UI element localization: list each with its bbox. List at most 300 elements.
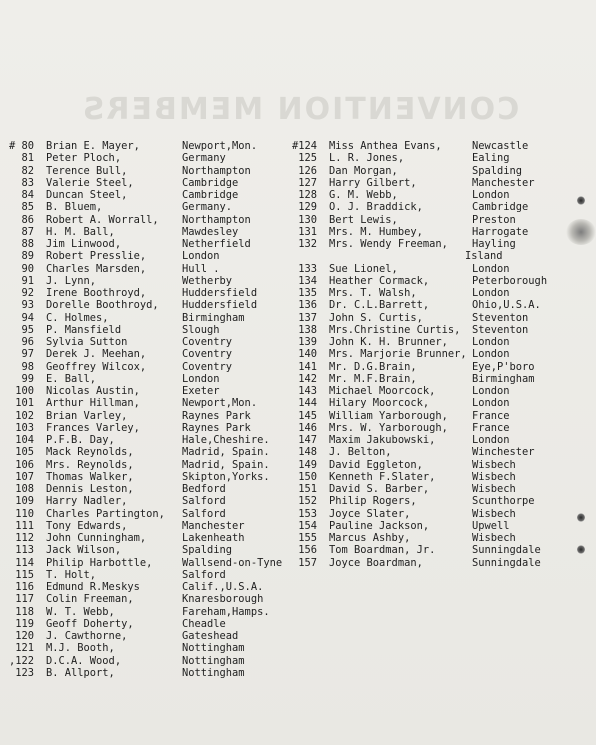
member-name: John K. H. Brunner, <box>329 336 448 348</box>
member-place: Gateshead <box>182 630 239 642</box>
member-number: 98 <box>21 360 34 373</box>
member-place: Nottingham <box>182 654 245 667</box>
member-row <box>4 520 290 532</box>
member-row <box>4 140 290 152</box>
member-number: 136 <box>298 299 317 312</box>
member-number: 147 <box>298 434 317 446</box>
member-row <box>4 655 290 667</box>
member-row <box>4 275 290 287</box>
member-name: B. Bluem, <box>46 201 103 214</box>
member-number: 117 <box>15 593 34 606</box>
member-name: Robert Presslie, <box>46 250 147 263</box>
member-name: M.J. Booth, <box>46 642 115 655</box>
member-place: Winchester <box>472 446 535 459</box>
member-name: Peter Ploch, <box>46 152 122 165</box>
member-row <box>286 434 592 446</box>
member-number: 108 <box>15 483 34 495</box>
member-place: Wetherby <box>182 274 233 287</box>
member-row <box>286 508 592 520</box>
member-number: 97 <box>21 348 34 361</box>
member-row <box>286 471 592 483</box>
member-name: C. Holmes, <box>46 311 109 324</box>
member-row <box>4 312 290 324</box>
member-place: Wisbech <box>472 470 516 483</box>
member-number: 149 <box>298 458 317 471</box>
member-row <box>286 348 592 360</box>
member-place-continuation: Island <box>465 250 503 263</box>
member-name: Marcus Ashby, <box>329 532 411 544</box>
member-number: 118 <box>15 605 34 618</box>
member-row <box>286 422 592 434</box>
member-name: Bert Lewis, <box>329 213 398 226</box>
member-place: London <box>472 397 510 410</box>
member-place: Cambridge <box>182 189 239 201</box>
member-number: 133 <box>298 262 317 275</box>
member-number: 86 <box>21 213 34 226</box>
member-row <box>4 165 290 177</box>
member-place: Coventry <box>182 348 233 361</box>
member-name: P.F.B. Day, <box>46 434 115 446</box>
member-row <box>286 312 592 324</box>
member-place: Madrid, Spain. <box>182 446 270 459</box>
member-place: Cambridge <box>472 201 529 214</box>
member-name: Frances Varley, <box>46 421 140 434</box>
member-name: Sylvia Sutton <box>46 336 128 348</box>
member-name: H. M. Ball, <box>46 225 115 238</box>
member-place: Netherfield <box>182 238 251 250</box>
member-number: 128 <box>298 189 317 201</box>
member-number: #124 <box>291 140 317 152</box>
member-row <box>4 495 290 507</box>
member-name: David S. Barber, <box>329 483 430 495</box>
member-number: 155 <box>298 532 317 544</box>
member-number: 116 <box>15 581 34 593</box>
member-name: Mrs.Christine Curtis, <box>329 323 461 336</box>
member-number: 83 <box>21 176 34 189</box>
member-row <box>4 422 290 434</box>
member-number: 139 <box>298 336 317 348</box>
member-place: London <box>472 336 510 348</box>
member-place: London <box>472 189 510 201</box>
member-number: 125 <box>298 152 317 165</box>
member-row <box>4 287 290 299</box>
member-name: Terence Bull, <box>46 164 128 177</box>
member-place: Raynes Park <box>182 409 251 422</box>
member-name: Brian Varley, <box>46 409 128 422</box>
member-name: Tony Edwards, <box>46 519 128 532</box>
member-number: 111 <box>15 519 34 532</box>
member-number: 131 <box>298 225 317 238</box>
member-name: Brian E. Mayer, <box>46 140 140 152</box>
member-name: Mr. M.F.Brain, <box>329 372 417 385</box>
member-number: 94 <box>21 311 34 324</box>
member-number: 127 <box>298 176 317 189</box>
member-number: 93 <box>21 299 34 312</box>
member-place: Ealing <box>472 152 510 165</box>
member-name: J. Belton, <box>329 446 392 459</box>
member-row <box>4 152 290 164</box>
member-place: France <box>472 421 510 434</box>
member-row <box>286 177 592 189</box>
member-number: 103 <box>15 421 34 434</box>
member-place: Calif.,U.S.A. <box>182 581 264 593</box>
smudge-mark-icon <box>566 219 596 245</box>
member-number: 141 <box>298 360 317 373</box>
member-row <box>4 410 290 422</box>
member-name: John Cunningham, <box>46 532 147 544</box>
member-number: 146 <box>298 421 317 434</box>
member-number: 143 <box>298 385 317 397</box>
member-place: Skipton,Yorks. <box>182 470 270 483</box>
member-row <box>286 459 592 471</box>
member-place: Preston <box>472 213 516 226</box>
member-number: 151 <box>298 483 317 495</box>
member-place: Ohio,U.S.A. <box>472 299 541 312</box>
member-name: Mrs. W. Yarborough, <box>329 421 448 434</box>
member-row <box>4 397 290 409</box>
member-name: Mrs. Wendy Freeman, <box>329 238 448 250</box>
member-number: 152 <box>298 495 317 508</box>
punch-hole-icon <box>577 196 585 205</box>
member-place: Hayling <box>472 238 516 250</box>
member-row <box>4 177 290 189</box>
member-name: Pauline Jackson, <box>329 519 430 532</box>
member-row <box>286 520 592 532</box>
member-row <box>286 544 592 556</box>
member-place: Lakenheath <box>182 532 245 544</box>
member-number: # 80 <box>8 140 34 152</box>
member-place: Germany. <box>182 201 233 214</box>
member-row <box>286 152 592 164</box>
member-row <box>286 557 592 569</box>
member-name: O. J. Braddick, <box>329 201 423 214</box>
member-row <box>286 397 592 409</box>
member-row <box>286 324 592 336</box>
member-row <box>286 299 592 311</box>
member-row <box>4 434 290 446</box>
member-number: 92 <box>21 287 34 299</box>
member-row <box>4 361 290 373</box>
member-name: Philip Rogers, <box>329 495 417 508</box>
member-place: Salford <box>182 507 226 520</box>
member-row <box>4 544 290 556</box>
member-row <box>4 446 290 458</box>
member-name: Charles Partington, <box>46 507 165 520</box>
member-number: 145 <box>298 409 317 422</box>
member-place: Coventry <box>182 360 233 373</box>
member-row <box>286 410 592 422</box>
member-place: Manchester <box>472 176 535 189</box>
member-number: 88 <box>21 238 34 250</box>
member-row <box>4 214 290 226</box>
member-row <box>4 459 290 471</box>
member-place: London <box>472 287 510 299</box>
member-name: Mr. D.G.Brain, <box>329 360 417 373</box>
member-name: Edmund R.Meskys <box>46 581 140 593</box>
member-row <box>4 201 290 213</box>
member-row <box>286 189 592 201</box>
member-place: Knaresborough <box>182 593 264 606</box>
member-place: Salford <box>182 568 226 581</box>
member-place: Madrid, Spain. <box>182 458 270 471</box>
member-row <box>286 532 592 544</box>
member-row <box>4 630 290 642</box>
member-name: Dorelle Boothroyd, <box>46 299 159 312</box>
member-row <box>286 263 592 275</box>
member-name: Derek J. Meehan, <box>46 348 147 361</box>
member-place: Hale,Cheshire. <box>182 434 270 446</box>
member-place: Nottingham <box>182 642 245 655</box>
member-number: 81 <box>21 152 34 165</box>
member-number: 150 <box>298 470 317 483</box>
member-place: London <box>472 385 510 397</box>
member-place: Mawdesley <box>182 225 239 238</box>
member-name: Tom Boardman, Jr. <box>329 544 436 557</box>
member-place: Salford <box>182 495 226 508</box>
member-name: J. Cawthorne, <box>46 630 128 642</box>
member-place: Wisbech <box>472 483 516 495</box>
member-place: Steventon <box>472 323 529 336</box>
member-name: Joyce Slater, <box>329 507 411 520</box>
member-number: 121 <box>15 642 34 655</box>
member-row <box>4 483 290 495</box>
member-row <box>286 483 592 495</box>
member-row <box>286 373 592 385</box>
member-name: Dr. C.L.Barrett, <box>329 299 430 312</box>
member-row <box>4 508 290 520</box>
member-number: 87 <box>21 225 34 238</box>
member-row <box>4 348 290 360</box>
member-row <box>4 667 290 679</box>
member-place: Fareham,Hamps. <box>182 605 270 618</box>
member-place: Newport,Mon. <box>182 397 258 410</box>
member-name: Charles Marsden, <box>46 262 147 275</box>
member-row <box>4 385 290 397</box>
member-place: Cambridge <box>182 176 239 189</box>
member-name: Valerie Steel, <box>46 176 134 189</box>
member-place: Newport,Mon. <box>182 140 258 152</box>
member-name: Colin Freeman, <box>46 593 134 606</box>
member-place: Wisbech <box>472 507 516 520</box>
member-number: ,122 <box>8 654 34 667</box>
member-number: 140 <box>298 348 317 361</box>
member-row <box>286 287 592 299</box>
member-place: Manchester <box>182 519 245 532</box>
member-number: 114 <box>15 556 34 569</box>
member-name: G. M. Webb, <box>329 189 398 201</box>
member-number: 113 <box>15 544 34 557</box>
member-name: B. Allport, <box>46 666 115 679</box>
member-number: 100 <box>15 385 34 397</box>
member-place: Sunningdale <box>472 556 541 569</box>
member-row <box>286 238 592 250</box>
member-place: London <box>182 372 220 385</box>
member-number: 138 <box>298 323 317 336</box>
member-row <box>4 189 290 201</box>
member-place: Eye,P'boro <box>472 360 535 373</box>
member-name: Mrs. Reynolds, <box>46 458 134 471</box>
member-row <box>286 201 592 213</box>
member-name: Geoffrey Wilcox, <box>46 360 147 373</box>
member-number: 137 <box>298 311 317 324</box>
member-row <box>4 238 290 250</box>
member-number: 105 <box>15 446 34 459</box>
member-place: Wisbech <box>472 532 516 544</box>
member-name: Philip Harbottle, <box>46 556 153 569</box>
member-number: 101 <box>15 397 34 410</box>
member-number: 144 <box>298 397 317 410</box>
member-name: Maxim Jakubowski, <box>329 434 436 446</box>
member-name: D.C.A. Wood, <box>46 654 122 667</box>
member-name: Robert A. Worrall, <box>46 213 159 226</box>
member-number: 126 <box>298 164 317 177</box>
punch-hole-icon <box>577 545 585 554</box>
punch-hole-icon <box>577 513 585 522</box>
member-number: 135 <box>298 287 317 299</box>
member-name: David Eggleton, <box>329 458 423 471</box>
member-number: 95 <box>21 323 34 336</box>
member-name: Kenneth F.Slater, <box>329 470 436 483</box>
member-number: 106 <box>15 458 34 471</box>
member-number: 154 <box>298 519 317 532</box>
member-name: Duncan Steel, <box>46 189 128 201</box>
member-place: Coventry <box>182 336 233 348</box>
member-number: 104 <box>15 434 34 446</box>
member-name: Jack Wilson, <box>46 544 122 557</box>
member-row <box>286 385 592 397</box>
member-row <box>4 557 290 569</box>
member-name: Mrs. M. Humbey, <box>329 225 423 238</box>
member-number: 134 <box>298 274 317 287</box>
member-place: Sunningdale <box>472 544 541 557</box>
member-row <box>286 275 592 287</box>
member-place: Northampton <box>182 213 251 226</box>
member-place: Nottingham <box>182 666 245 679</box>
member-number: 112 <box>15 532 34 544</box>
member-name: Hilary Moorcock, <box>329 397 430 410</box>
show-through-title: CONVENTION MEMBERS <box>80 92 520 127</box>
member-number: 90 <box>21 262 34 275</box>
member-name: John S. Curtis, <box>329 311 423 324</box>
member-row <box>4 336 290 348</box>
member-place: Bedford <box>182 483 226 495</box>
member-name: E. Ball, <box>46 372 97 385</box>
member-row <box>286 336 592 348</box>
member-name: Mrs. Marjorie Brunner, <box>329 348 467 361</box>
member-place: Northampton <box>182 164 251 177</box>
member-number: 110 <box>15 507 34 520</box>
member-place: Wisbech <box>472 458 516 471</box>
member-row <box>286 361 592 373</box>
member-place: London <box>472 262 510 275</box>
member-number: 85 <box>21 201 34 214</box>
member-list-right <box>286 140 592 569</box>
member-place: Spalding <box>182 544 233 557</box>
member-row <box>4 250 290 262</box>
member-row <box>286 140 592 152</box>
member-row <box>4 532 290 544</box>
member-name: Sue Lionel, <box>329 262 398 275</box>
member-place: London <box>472 348 510 361</box>
member-row <box>4 299 290 311</box>
member-place: Spalding <box>472 164 523 177</box>
member-number: 82 <box>21 164 34 177</box>
member-row <box>4 263 290 275</box>
member-number: 89 <box>21 250 34 263</box>
member-number: 130 <box>298 213 317 226</box>
member-number: 107 <box>15 470 34 483</box>
member-place: Huddersfield <box>182 287 258 299</box>
member-row <box>4 606 290 618</box>
member-place: Scunthorpe <box>472 495 535 508</box>
member-name: Mack Reynolds, <box>46 446 134 459</box>
member-number: 119 <box>15 617 34 630</box>
member-place: Peterborough <box>472 274 548 287</box>
member-name: Dennis Leston, <box>46 483 134 495</box>
member-name: Heather Cormack, <box>329 274 430 287</box>
member-name: J. Lynn, <box>46 274 97 287</box>
member-row <box>286 165 592 177</box>
member-number: 84 <box>21 189 34 201</box>
member-number: 129 <box>298 201 317 214</box>
member-number: 120 <box>15 630 34 642</box>
member-name: Geoff Doherty, <box>46 617 134 630</box>
member-number: 109 <box>15 495 34 508</box>
member-number: 156 <box>298 544 317 557</box>
member-number: 99 <box>21 372 34 385</box>
member-number: 153 <box>298 507 317 520</box>
member-place: Germany <box>182 152 226 165</box>
member-row <box>286 226 592 238</box>
member-row <box>4 618 290 630</box>
member-list-left <box>4 140 290 679</box>
member-place: Exeter <box>182 385 220 397</box>
member-row <box>4 569 290 581</box>
member-place: Slough <box>182 323 220 336</box>
member-row <box>4 581 290 593</box>
member-place: Upwell <box>472 519 510 532</box>
member-place: Huddersfield <box>182 299 258 312</box>
member-name: William Yarborough, <box>329 409 448 422</box>
member-number: 157 <box>298 556 317 569</box>
member-name: Jim Linwood, <box>46 238 122 250</box>
member-place: London <box>472 434 510 446</box>
member-name: Michael Moorcock, <box>329 385 436 397</box>
member-place: Birmingham <box>182 311 245 324</box>
member-name: Harry Gilbert, <box>329 176 417 189</box>
member-number: 142 <box>298 372 317 385</box>
member-place: France <box>472 409 510 422</box>
member-row <box>4 373 290 385</box>
member-row <box>4 642 290 654</box>
member-name: Harry Nadler, <box>46 495 128 508</box>
member-name: Miss Anthea Evans, <box>329 140 442 152</box>
member-name: W. T. Webb, <box>46 605 115 618</box>
member-row <box>286 214 592 226</box>
member-row <box>4 593 290 605</box>
member-name: T. Holt, <box>46 568 97 581</box>
member-place: Cheadle <box>182 617 226 630</box>
member-name: Irene Boothroyd, <box>46 287 147 299</box>
member-number: 96 <box>21 336 34 348</box>
member-number: 115 <box>15 568 34 581</box>
member-name: Mrs. T. Walsh, <box>329 287 417 299</box>
member-place: Hull . <box>182 262 220 275</box>
member-number: 91 <box>21 274 34 287</box>
member-name: Dan Morgan, <box>329 164 398 177</box>
member-name: L. R. Jones, <box>329 152 405 165</box>
member-row <box>4 226 290 238</box>
